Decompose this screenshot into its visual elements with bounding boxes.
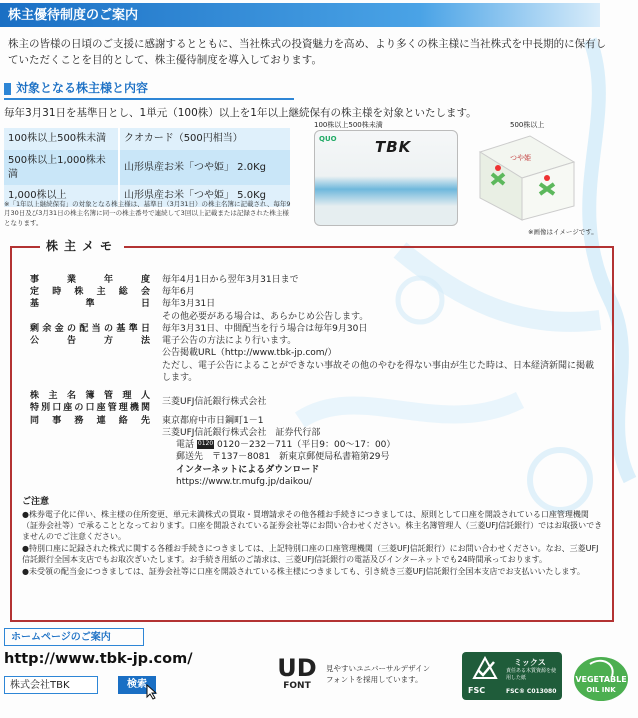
gift-cell: 山形県産お米「つや姫」 5.0Kg <box>119 185 290 207</box>
memo-value: 三菱UFJ信託銀行株式会社 <box>162 397 267 408</box>
fsc-text: FSC <box>468 686 486 695</box>
heading-marker-icon <box>4 83 11 95</box>
image-note: ※画像はイメージです。 <box>528 228 598 236</box>
quo-brand: QUO <box>319 135 337 143</box>
fsc-mix: ミックス <box>514 658 546 667</box>
memo-value: 電子公告の方法により行います。 <box>162 336 297 347</box>
veg-text-1: VEGETABLE <box>575 675 627 684</box>
fsc-code: FSC® C013080 <box>506 688 557 695</box>
memo-row <box>30 335 600 384</box>
table-note: ※「1年以上継続保有」の対象となる株主様は、基準日（3月31日）の株主名簿に記載され、毎年9月30日及び3月31日の株主名簿に同一の株主番号で連続して3回以上記載または記録された株主様となります。 <box>4 200 291 227</box>
intro-text: 株主の皆様の日頃のご支援に感謝するとともに、当社株式の投資魅力を高め、より多くの株主様に当社株式を中長期的に保有していただくことを目的として、株主優待制度を導入しております。 <box>8 38 607 67</box>
search-button[interactable]: 検索 <box>118 676 156 694</box>
shares-cell: 500株以上1,000株未満 <box>4 150 119 185</box>
note-item: ●特別口座に記録された株式に関する各種お手続きにつきましては、上記特別口座の口座管理機関（三菱UFJ信託銀行）にお問い合わせください。なお、三菱UFJ信託銀行全国本支店でもお取次ぎいたします。お手続き用紙のご請求は、三菱UFJ信託銀行の電話及びインターネットでも24時間承っております。 <box>22 543 599 565</box>
ud-font-text: FONT <box>283 681 311 691</box>
memo-row <box>30 298 600 322</box>
postal-line: 郵送先 〒137－8081 新東京郵便局私書箱第29号 <box>176 452 390 463</box>
memo-row <box>30 286 600 298</box>
ud-description-line: 見やすいユニバーサルデザイン <box>326 664 431 673</box>
phone-badge: 0120 <box>197 440 214 448</box>
memo-body <box>30 274 600 488</box>
memo-title: 株主メモ <box>40 238 124 254</box>
table-row <box>4 150 290 185</box>
memo-key: 特別口座の口座管理機関 <box>30 403 150 414</box>
download-url[interactable]: https://www.tr.mufg.jp/daikou/ <box>176 476 312 487</box>
section-heading <box>4 80 294 100</box>
shares-cell: 1,000株以上 <box>4 185 119 207</box>
rice-caption: 500株以上 <box>510 121 545 129</box>
shares-cell: 100株以上500株未満 <box>4 128 119 150</box>
ud-logo-text: UD <box>277 654 317 682</box>
page-title: 株主優待制度のご案内 <box>0 3 600 27</box>
memo-value: 公告掲載URL（http://www.tbk-jp.com/） <box>162 348 337 359</box>
note-item: ●未受領の配当金につきましては、証券会社等に口座を開設されている株主様につきましても、引き続き三菱UFJ信託銀行全国本支店でお支払いいたします。 <box>22 566 585 576</box>
gift-cell: クオカード（500円相当） <box>119 128 290 150</box>
card-caption: 100株以上500株未満 <box>314 121 383 129</box>
rice-bag-image <box>470 132 582 226</box>
search-input[interactable]: 株式会社TBK <box>4 676 98 694</box>
memo-key: 事業年度 <box>30 275 150 285</box>
fsc-logo <box>462 652 562 700</box>
memo-row <box>30 390 600 414</box>
memo-key: 定時株主総会 <box>30 287 150 298</box>
memo-key: 剰余金の配当の基準日 <box>30 323 150 334</box>
notes-block <box>22 496 604 577</box>
homepage-url[interactable]: http://www.tbk-jp.com/ <box>4 651 193 667</box>
memo-value: 三菱UFJ信託銀行株式会社 証券代行部 <box>162 427 321 438</box>
table-row <box>4 128 290 150</box>
rice-bag-label: つや姫 <box>510 154 531 162</box>
ud-description <box>326 664 430 685</box>
download-label: インターネットによるダウンロード <box>176 464 320 475</box>
section-heading-text: 対象となる株主様と内容 <box>16 81 149 95</box>
cursor-icon <box>146 684 158 700</box>
memo-row <box>30 274 600 286</box>
phone-label: 電話 <box>176 440 195 451</box>
homepage-label: ホームページのご案内 <box>4 628 144 646</box>
memo-value: ただし、電子公告によることができない事故その他のやむを得ない事由が生じた時は、日本経済新聞に掲載します。 <box>162 360 595 383</box>
tbk-logo: TBK <box>375 138 412 156</box>
memo-key: 公告方法 <box>30 336 150 347</box>
memo-row <box>30 415 600 488</box>
memo-value: 毎年3月31日 <box>162 299 216 310</box>
ud-description-line: フォントを採用しています。 <box>326 674 423 684</box>
notes-heading: ご注意 <box>22 497 50 507</box>
memo-value: 毎年4月1日から翌年3月31日まで <box>162 275 299 285</box>
gift-cell: 山形県産お米「つや姫」 2.0Kg <box>119 150 290 185</box>
eligibility-text: 毎年3月31日を基準日とし、1単元（100株）以上を1年以上継続保有の株主様を対象といたします。 <box>4 107 477 119</box>
fsc-sub: 責任ある木質資源を使用した紙 <box>506 668 557 681</box>
veg-text-2: OIL INK <box>586 686 616 694</box>
memo-value: 毎年6月 <box>162 287 195 298</box>
memo-key: 基準日 <box>30 299 150 310</box>
quo-card-image <box>314 130 458 226</box>
phone-number: 0120－232－711（平日9：00～17：00） <box>217 440 396 451</box>
shareholder-memo <box>10 239 614 622</box>
note-item: ●株券電子化に伴い、株主様の住所変更、単元未満株式の買取・買増請求その他各種お手続きにつきましては、原則として口座を開設されている口座管理機関（証券会社等）で承ることとなっております。口座を開設されている証券会社等にお問い合わせください。株主名簿管理人（三菱UFJ信託銀行）ではお取扱いできませんのでご注意ください。 <box>22 509 603 542</box>
memo-key: 同事務連絡先 <box>30 415 150 426</box>
memo-key: 株主名簿管理人 <box>30 391 150 402</box>
memo-value: 東京都府中市日鋼町1－1 <box>162 415 264 426</box>
memo-value: その他必要がある場合は、あらかじめ公告します。 <box>162 311 369 322</box>
memo-row <box>30 323 600 335</box>
ud-font-logo <box>274 656 320 692</box>
vegetable-oil-ink-logo <box>572 654 630 704</box>
benefits-table <box>4 128 290 207</box>
phone-line <box>162 439 600 451</box>
tree-check-icon <box>468 656 502 686</box>
memo-value: 毎年3月31日、中間配当を行う場合は毎年9月30日 <box>162 323 368 334</box>
